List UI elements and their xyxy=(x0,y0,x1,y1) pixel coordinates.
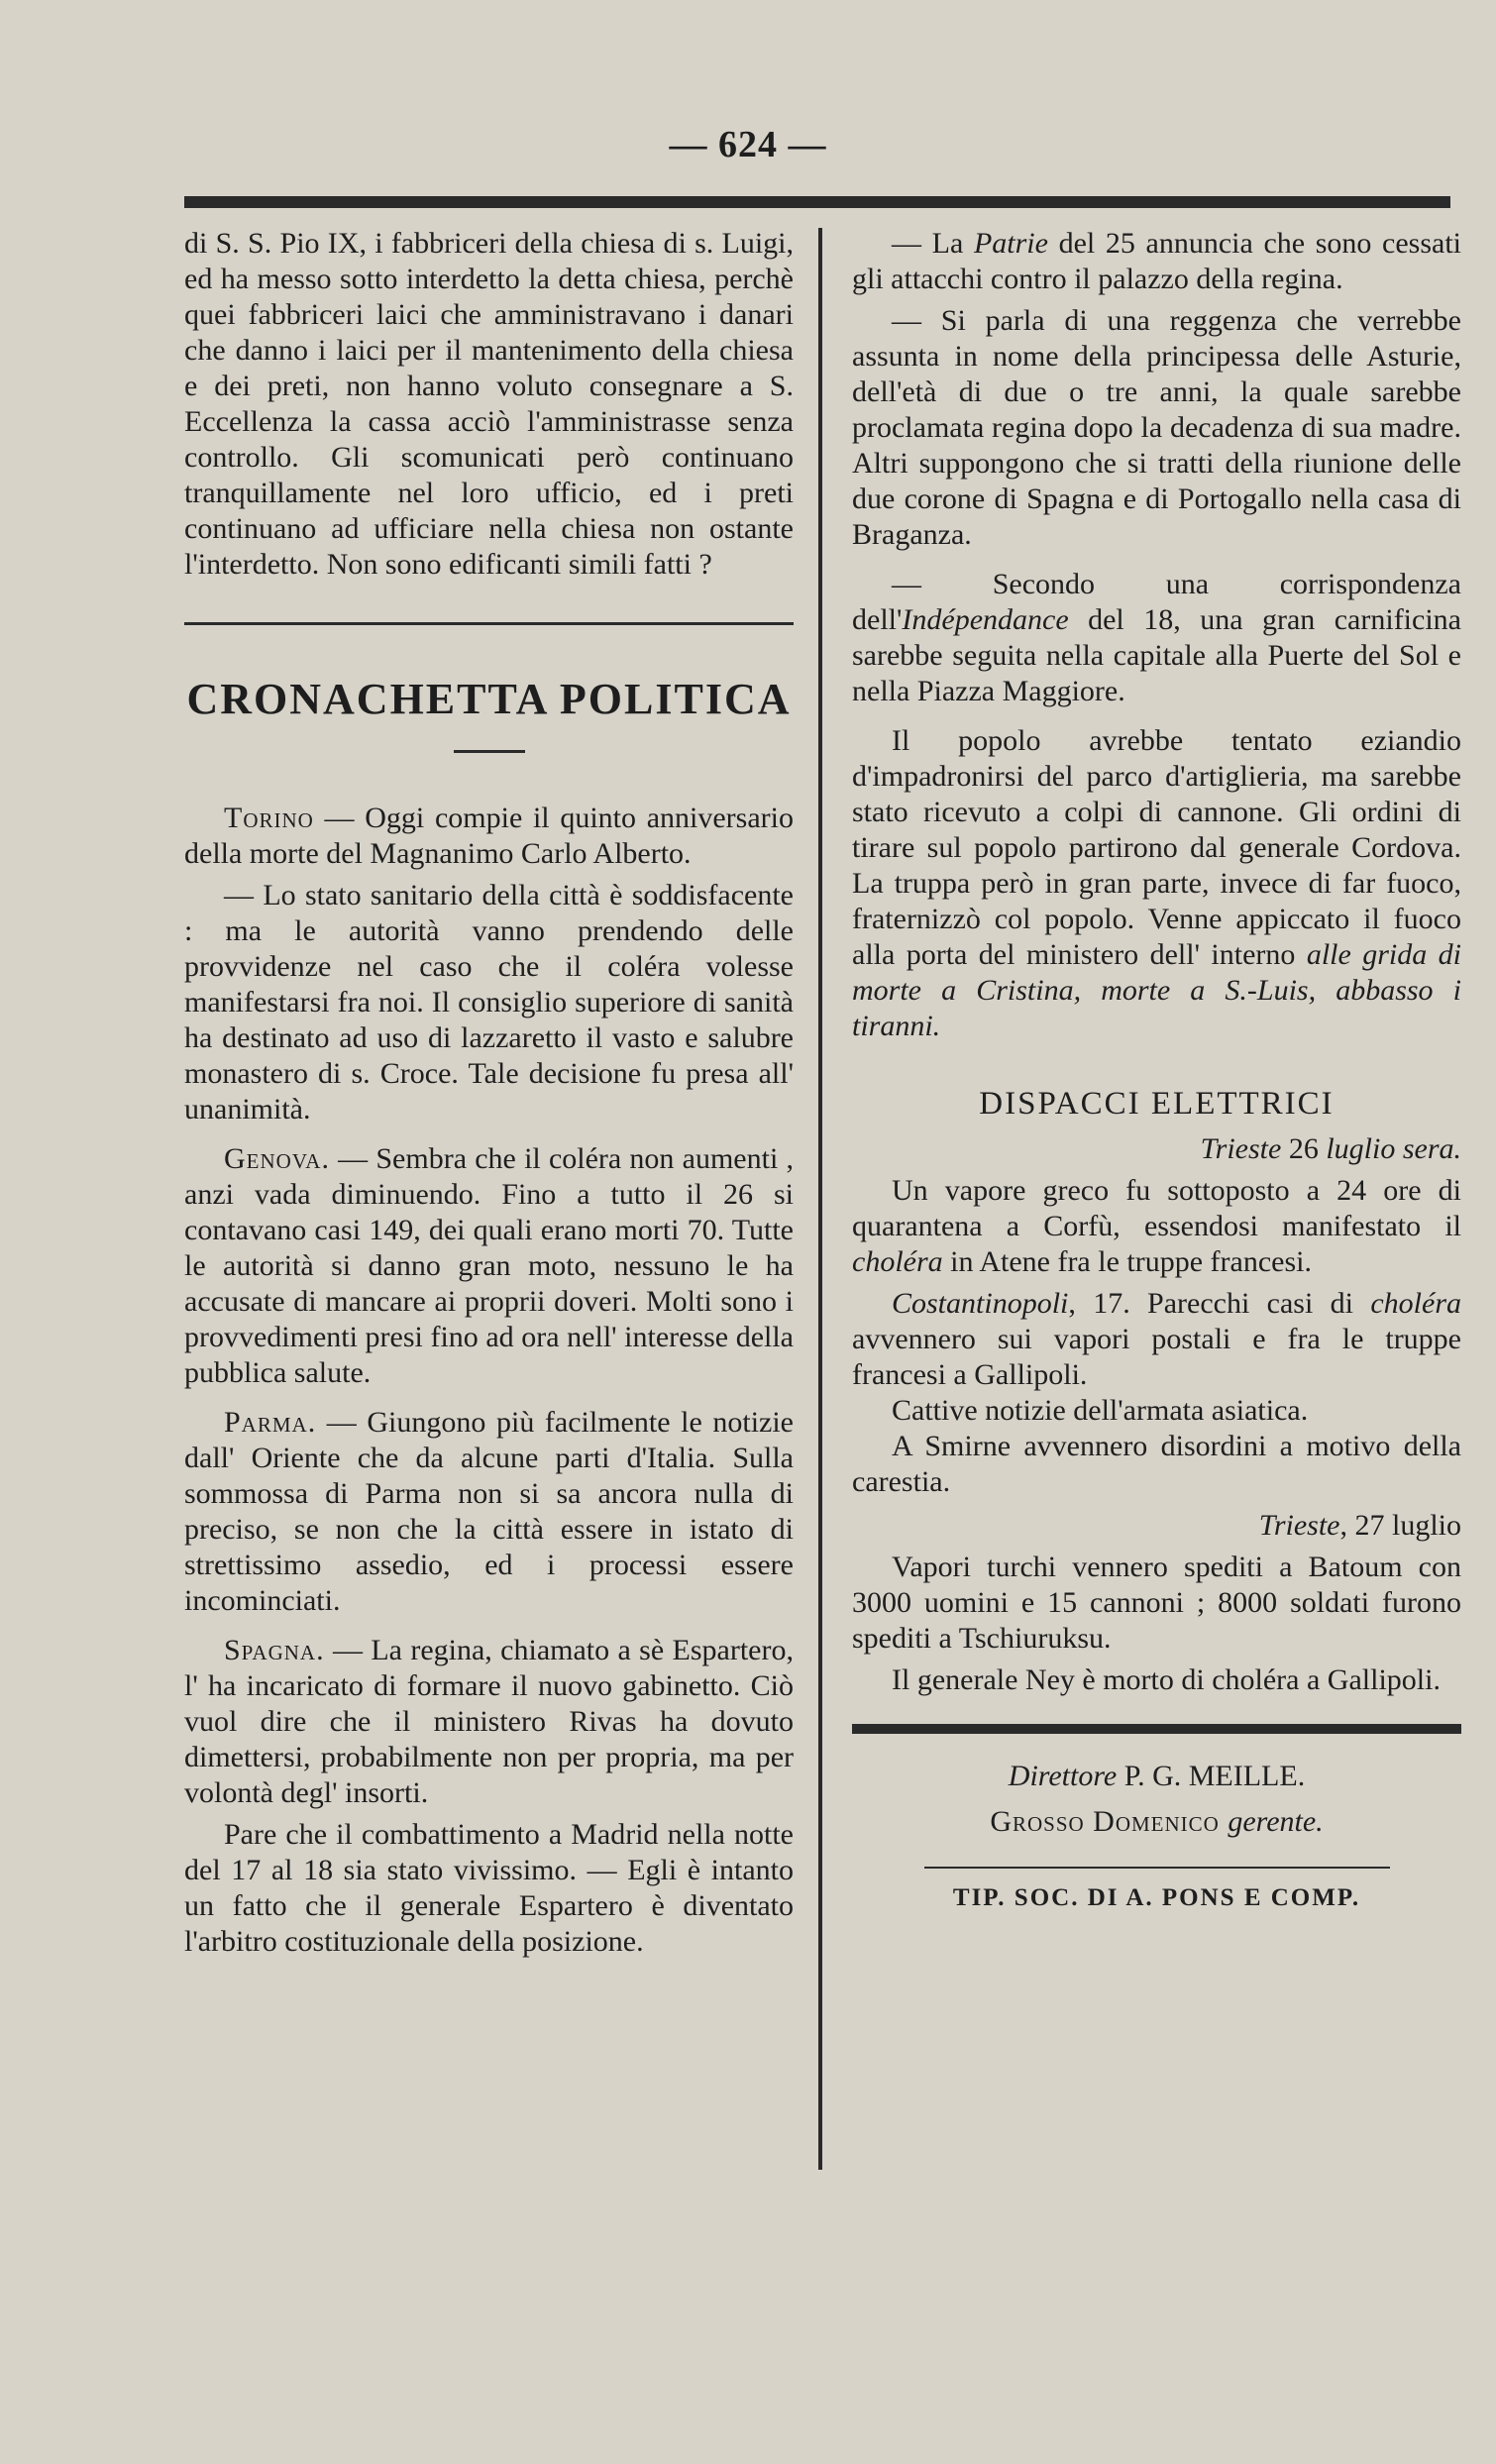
news-item-torino xyxy=(184,801,794,872)
dateline-trieste-27 xyxy=(852,1508,1461,1544)
news-item-vapori-turchi: Vapori turchi vennero spediti a Batoum con 3000 uomini e 15 cannoni ; 8000 soldati furono spediti a Tschiuruksu. xyxy=(852,1551,1461,1655)
page-number: — 624 — xyxy=(669,124,827,165)
news-item-patrie xyxy=(852,226,1461,297)
news-item-cattive-notizie: Cattive notizie dell'armata asiatica. xyxy=(892,1394,1309,1427)
news-item-costantinopoli xyxy=(852,1286,1461,1393)
news-item-popolo xyxy=(852,723,1461,1044)
dateline-2-rest: , 27 luglio xyxy=(1339,1509,1461,1542)
dateline-trieste-26 xyxy=(852,1131,1461,1167)
text-parma: — Giungono più facilmente le notizie dall' Oriente che da alcune parti d'Italia. Sulla sommossa di Parma non si sa ancora nulla di preciso, se non che la città essere in istato di strettissimo assedio, ed i processi essere incominciati. xyxy=(184,1406,794,1617)
dispatch-title: DISPACCI ELETTRICI xyxy=(979,1086,1335,1122)
title-rule xyxy=(454,750,525,753)
gerente-role: gerente. xyxy=(1228,1805,1324,1838)
patrie-before: — La xyxy=(892,227,974,260)
patrie-after: del 25 annuncia che sono cessati gli attacchi contro il palazzo della regina. xyxy=(852,227,1462,295)
text-spagna: — La regina, chiamato a sè Espartero, l' ha incaricato di formare il nuovo gabinetto. Ciò vuol dire che il ministero Rivas ha dovuto dimettersi, probabilmente non per propria, ma per volontà degl' insorti. xyxy=(184,1634,794,1809)
news-item-combattimento: Pare che il combattimento a Madrid nella notte del 17 al 18 sia stato vivissimo. — Egli è intanto un fatto che il generale Espartero è diventato l'arbitro costituzionale della posizione. xyxy=(184,1818,794,1958)
left-column xyxy=(184,226,794,1960)
costantinopoli-cholera: choléra xyxy=(1370,1287,1461,1320)
place-parma: Parma. xyxy=(224,1406,317,1439)
costantinopoli-place: Costantinopoli xyxy=(892,1287,1069,1320)
dateline-1-day: 26 xyxy=(1288,1132,1319,1165)
director-name: P. G. MEILLE. xyxy=(1117,1760,1306,1792)
intro-paragraph: di S. S. Pio IX, i fabbriceri della chiesa di s. Luigi, ed ha messo sotto interdetto la detta chiesa, perchè quei fabbriceri laici che amministravano i danari che danno i laici per il mantenimento della chiesa e dei preti, non hanno voluto consegnare a S. Eccellenza la cassa acciò l'amministrasse senza controllo. Gli scomunicati però continuano tranquillamente nel loro ufficio, ed i preti continuano ad ufficiare nella chiesa non ostante l'interdetto. Non sono edificanti simili fatti ? xyxy=(184,227,794,581)
news-item-stato-sanitario: — Lo stato sanitario della città è soddisfacente : ma le autorità vanno prendendo delle provvidenze nel caso che il coléra volesse manifestarsi fra noi. Il consiglio superiore di sanità ha destinato ad uso di lazzaretto il vasto e salubre monastero di s. Croce. Tale decisione fu presa all' unanimità. xyxy=(184,879,794,1125)
news-item-smirne: A Smirne avvennero disordini a motivo della carestia. xyxy=(852,1430,1461,1498)
news-item-vapore-greco xyxy=(852,1173,1461,1280)
gerente-name: Grosso Domenico xyxy=(990,1805,1229,1838)
director-role: Direttore xyxy=(1008,1760,1118,1792)
text-genova: — Sembra che il coléra non aumenti , anzi vada diminuendo. Fino a tutto il 26 si contavano casi 149, dei quali erano morti 70. Tutte le autorità si danno gran moto, nessuno le ha accusate di mancare ai proprii doveri. Molti sono i provvedimenti presi fino ad ora nell' interesse della pubblica salute. xyxy=(184,1142,794,1389)
printer-rule xyxy=(924,1867,1390,1869)
closing-rule xyxy=(852,1724,1461,1734)
dateline-1-rest: luglio sera. xyxy=(1318,1132,1461,1165)
printer-imprint: TIP. SOC. DI A. PONS E COMP. xyxy=(952,1884,1361,1911)
patrie-title: Patrie xyxy=(973,227,1048,260)
independance-before: — Secondo una corrispondenza dell' xyxy=(852,568,1461,636)
column-divider xyxy=(818,228,822,2170)
place-spagna: Spagna. xyxy=(224,1634,325,1666)
place-genova: Genova. xyxy=(224,1142,330,1175)
vapore-after: in Atene fra le truppe francesi. xyxy=(942,1245,1312,1278)
section-divider-rule xyxy=(184,622,794,625)
popolo-text: Il popolo avrebbe tentato eziandio d'impadronirsi del parco d'artiglieria, ma sarebbe stato ricevuto a colpi di cannone. Gli ordini di tirare sul popolo partirono dal generale Cordova. La truppa però in gran parte, invece di far fuoco, fraternizzò col popolo. Venne appiccato il fuoco alla porta del ministero dell' interno xyxy=(852,724,1461,971)
signature-block xyxy=(852,1754,1461,1845)
section-title: CRONACHETTA POLITICA xyxy=(186,675,792,723)
independance-title: Indépendance xyxy=(902,603,1069,636)
director-line xyxy=(852,1754,1461,1799)
gerente-line xyxy=(852,1799,1461,1845)
dateline-1-place: Trieste xyxy=(1200,1132,1289,1165)
independance-after: del 18, una gran carnificina sarebbe seguita nella capitale alla Puerte del Sol e nella Piazza Maggiore. xyxy=(852,603,1461,707)
popolo-quote: alle grida di morte a Cristina, morte a S.-Luis, abbasso i tiranni. xyxy=(852,938,1461,1042)
text-torino: — Oggi compie il quinto anniversario della morte del Magnanimo Carlo Alberto. xyxy=(184,802,794,870)
news-item-genova xyxy=(184,1141,794,1391)
place-torino: Torino xyxy=(224,802,314,834)
costantinopoli-after: avvennero sui vapori postali e fra le truppe francesi a Gallipoli. xyxy=(852,1323,1461,1391)
vapore-cholera: choléra xyxy=(852,1245,943,1278)
news-item-independance xyxy=(852,567,1461,709)
costantinopoli-before: , 17. Parecchi casi di xyxy=(1068,1287,1371,1320)
news-item-parma xyxy=(184,1405,794,1619)
dateline-2-place: Trieste xyxy=(1258,1509,1340,1542)
right-column xyxy=(852,226,1461,1912)
news-item-reggenza: — Si parla di una reggenza che verrebbe assunta in nome della principessa delle Asturie, dell'età di due o tre anni, la quale sarebbe proclamata regina dopo la decadenza di sua madre. Altri suppongono che si tratti della riunione delle due corone di Spagna e di Portogallo nella casa di Braganza. xyxy=(852,304,1461,551)
vapore-before: Un vapore greco fu sottoposto a 24 ore di quarantena a Corfù, essendosi manifestato il xyxy=(852,1174,1461,1242)
header-rule xyxy=(184,196,1450,208)
news-item-spagna xyxy=(184,1633,794,1811)
news-item-ney: Il generale Ney è morto di choléra a Gallipoli. xyxy=(892,1663,1441,1696)
